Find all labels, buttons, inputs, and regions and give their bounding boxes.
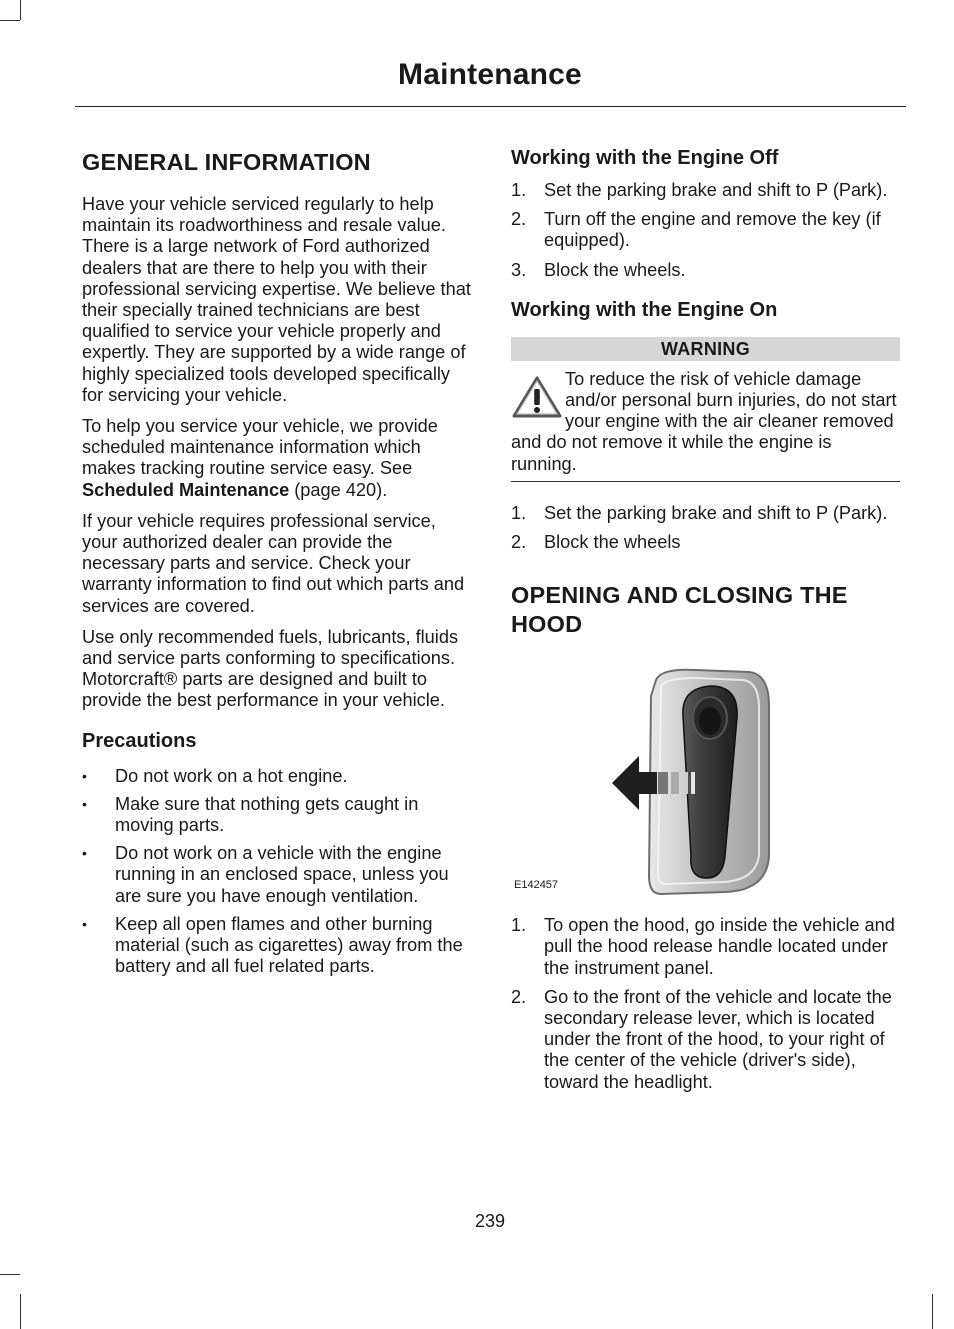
- step-text: Block the wheels.: [544, 259, 686, 280]
- step-number: 1.: [511, 502, 527, 523]
- list-item: [82, 794, 472, 836]
- paragraph-recommended-fuels: Use only recommended fuels, lubricants, fluids and service parts conforming to specifications. Motorcraft® parts are designed and built to provide the best performance in your vehicle.: [82, 626, 459, 711]
- bullet-marker: •: [82, 767, 87, 784]
- crop-mark: [20, 1294, 21, 1329]
- page-title: Maintenance: [398, 58, 582, 91]
- left-column: [82, 140, 472, 978]
- hood-release-figure: [511, 666, 900, 898]
- hood-steps: [511, 915, 900, 1093]
- list-item: [511, 532, 900, 553]
- list-item: [82, 843, 472, 907]
- warning-text: To reduce the risk of vehicle damage and/or personal burn injuries, do not start your engine with the air cleaner removed and do not remove it while the engine is running.: [511, 368, 897, 474]
- warning-title: WARNING: [511, 337, 900, 361]
- warning-divider: [511, 481, 900, 482]
- step-text: Go to the front of the vehicle and locate the secondary release lever, which is located under the front of the hood, to your right of the center of the vehicle (driver's side), toward the headlight.: [544, 986, 892, 1092]
- crop-mark: [0, 20, 20, 21]
- bullet-marker: •: [82, 795, 87, 812]
- list-item: [82, 766, 472, 787]
- list-item: [511, 987, 900, 1093]
- page-reference: (page 420).: [294, 479, 388, 500]
- crop-mark: [932, 1294, 933, 1329]
- engine-off-heading: Working with the Engine Off: [511, 147, 779, 169]
- list-item-text: Do not work on a vehicle with the engine running in an enclosed space, unless you are sure you have enough ventilation.: [115, 843, 449, 906]
- list-item: [511, 260, 900, 281]
- step-text: To open the hood, go inside the vehicle and pull the hood release handle located under the instrument panel.: [544, 915, 895, 978]
- engine-on-heading: Working with the Engine On: [511, 298, 778, 321]
- list-item-text: Keep all open flames and other burning material (such as cigarettes) away from the battery and all fuel related parts.: [115, 913, 463, 977]
- crop-mark: [0, 1274, 20, 1275]
- paragraph-professional-service: If your vehicle requires professional service, your authorized dealer can provide the necessary parts and service. Check your warranty information to find out which parts and services are covered.: [82, 510, 465, 616]
- bullet-marker: •: [82, 915, 87, 932]
- step-number: 2.: [511, 986, 527, 1007]
- warning-box: [511, 369, 900, 475]
- general-information-heading: GENERAL INFORMATION: [82, 149, 371, 175]
- step-number: 1.: [511, 915, 527, 936]
- list-item: [511, 503, 900, 524]
- bullet-marker: •: [82, 845, 87, 862]
- page-number: 239: [474, 1211, 506, 1231]
- list-item: [82, 914, 472, 978]
- step-text: Turn off the engine and remove the key (if equipped).: [544, 209, 881, 251]
- list-item: [511, 180, 900, 201]
- crop-mark: [20, 0, 21, 20]
- header-divider: [75, 106, 906, 107]
- paragraph-text: To help you service your vehicle, we provide scheduled maintenance information which makes tracking routine service easy. See: [82, 416, 438, 479]
- step-text: Set the parking brake and shift to P (Park).: [544, 502, 888, 523]
- step-number: 2.: [511, 209, 527, 230]
- list-item-text: Do not work on a hot engine.: [115, 765, 348, 786]
- list-item-text: Make sure that nothing gets caught in moving parts.: [115, 793, 419, 836]
- engine-on-steps: [511, 503, 900, 553]
- precautions-list: [82, 766, 472, 978]
- engine-off-steps: [511, 180, 900, 281]
- list-item: [511, 915, 900, 979]
- paragraph-service-regularly: Have your vehicle serviced regularly to help maintain its roadworthiness and resale value. There is a large network of Ford authorized dealers that are there to help you with their professional servicing expertise. We believe that their specially trained technicians are best qualified to service your vehicle properly and expertly. They are supported by a wide range of highly specialized tools developed specifically for servicing your vehicle.: [82, 194, 471, 405]
- warning-triangle-icon: [511, 375, 563, 419]
- step-text: Block the wheels: [544, 532, 681, 553]
- step-text: Set the parking brake and shift to P (Park).: [544, 180, 888, 200]
- precautions-heading: Precautions: [82, 729, 197, 752]
- step-number: 1.: [511, 180, 527, 200]
- hood-heading: OPENING AND CLOSING THE HOOD: [511, 582, 848, 638]
- scheduled-maintenance-link[interactable]: Scheduled Maintenance: [82, 479, 290, 500]
- right-column: [511, 140, 900, 1093]
- step-number: 3.: [511, 259, 527, 280]
- list-item: [511, 209, 900, 251]
- figure-label: E142457: [514, 879, 559, 892]
- hood-release-handle-illustration: [511, 666, 900, 898]
- step-number: 2.: [511, 532, 527, 553]
- paragraph-scheduled-maintenance: [82, 416, 472, 501]
